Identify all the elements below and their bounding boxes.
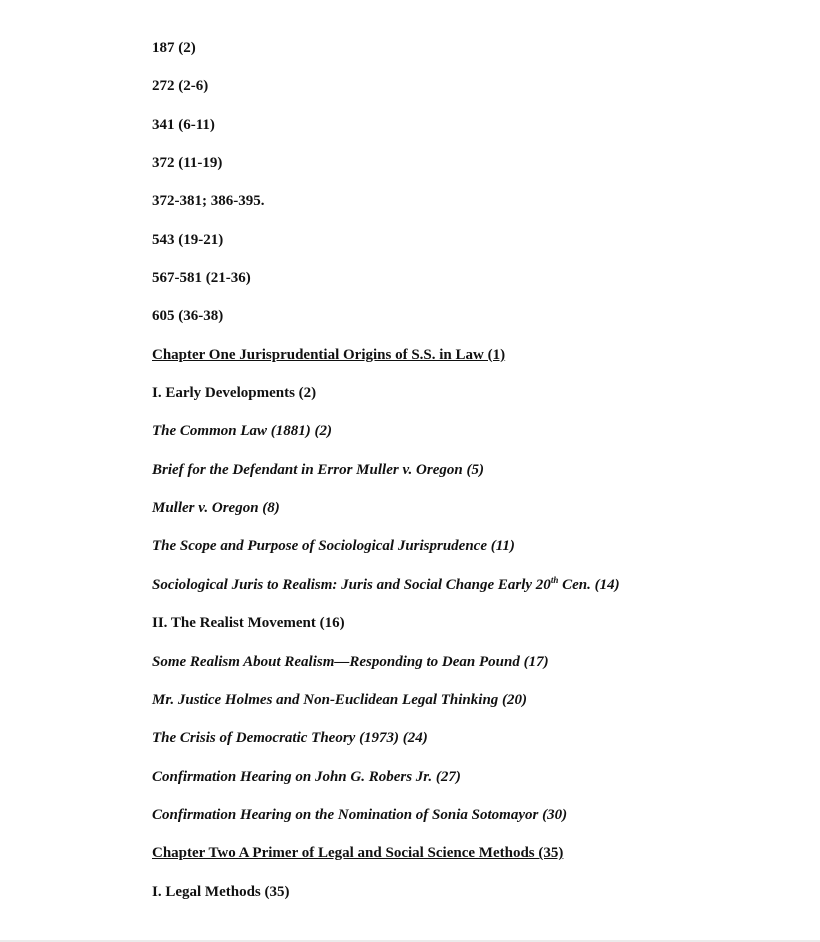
page-reference-line: 605 (36-38)	[152, 308, 224, 325]
page-reference-line: 543 (19-21)	[152, 231, 224, 248]
page-reference-line: 187 (2)	[152, 40, 196, 56]
reading-title: Confirmation Hearing on the Nomination of Sonia Sotomayor (30)	[152, 806, 568, 823]
reading-title	[152, 575, 792, 595]
page-reference-line: 567-581 (21-36)	[152, 270, 251, 287]
reading-title-text: Cen. (14)	[558, 576, 620, 593]
reading-title: The Common Law (1881) (2)	[152, 423, 332, 440]
ordinal-superscript: th	[550, 574, 559, 585]
page-reference-line: 341 (6-11)	[152, 116, 215, 133]
chapter-heading: Chapter One Jurisprudential Origins of S.S. in Law (1)	[152, 346, 506, 363]
page-reference-line: 372 (11-19)	[152, 155, 223, 172]
reading-title: Brief for the Defendant in Error Muller v. Oregon (5)	[152, 461, 484, 478]
reading-title: Some Realism About Realism—Responding to Dean Pound (17)	[152, 653, 549, 670]
page-reference-line: 272 (2-6)	[152, 78, 209, 95]
reading-title: Confirmation Hearing on John G. Robers Jr. (27)	[152, 768, 461, 785]
section-heading: I. Early Developments (2)	[152, 385, 317, 402]
section-heading: II. The Realist Movement (16)	[152, 615, 345, 632]
section-heading: I. Legal Methods (35)	[152, 883, 290, 900]
reading-title: The Crisis of Democratic Theory (1973) (24)	[152, 730, 428, 747]
reading-title-text: Sociological Juris to Realism: Juris and Social Change Early 20	[152, 576, 551, 593]
page-reference-line: 372-381; 386-395.	[152, 193, 265, 210]
document-content	[152, 38, 792, 920]
reading-title: The Scope and Purpose of Sociological Jurisprudence (11)	[152, 538, 515, 555]
reading-title: Muller v. Oregon (8)	[152, 500, 280, 517]
reading-title: Mr. Justice Holmes and Non-Euclidean Legal Thinking (20)	[152, 691, 528, 708]
chapter-heading: Chapter Two A Primer of Legal and Social Science Methods (35)	[152, 845, 564, 862]
